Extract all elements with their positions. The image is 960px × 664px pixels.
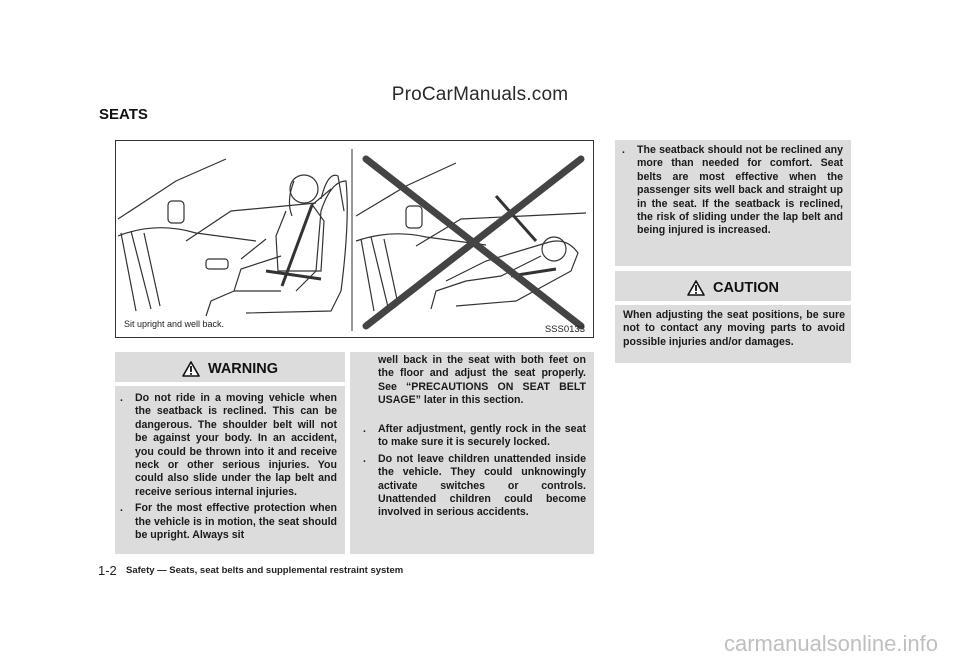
caution-title: CAUTION — [712, 280, 780, 296]
figure-caption: Sit upright and well back. — [124, 319, 225, 329]
warning-list-middle — [358, 423, 586, 523]
warning-item — [115, 392, 337, 499]
warning-item-text: After adjustment, gently rock in the seat to make sure it is securely locked. — [378, 423, 586, 449]
footer-text: Safety — Seats, seat belts and supplemental restraint system — [126, 565, 404, 576]
warning-header-gap — [115, 382, 345, 386]
bullet: . — [120, 502, 123, 515]
warning-item — [358, 453, 586, 520]
caution-header-gap — [615, 301, 851, 305]
seat-illustration — [115, 140, 594, 338]
warning-triangle-icon — [182, 361, 200, 377]
page-number: 1-2 — [98, 563, 117, 578]
bullet: . — [622, 144, 625, 156]
warning-item — [358, 423, 586, 450]
warning-title: WARNING — [207, 361, 279, 377]
figure-code: SSS0133 — [544, 324, 585, 335]
warning-item-text: For the most effective protection when the vehicle is in motion, the seat should be upright. Always sit — [135, 502, 337, 542]
bullet: . — [363, 452, 366, 465]
seat-illustration-drawing — [116, 141, 595, 339]
warning-item — [115, 502, 337, 542]
watermark-top: ProCarManuals.com — [391, 84, 569, 105]
bullet: . — [120, 392, 123, 404]
warning-header — [115, 352, 345, 386]
warning-item-text: The seatback should not be reclined any more than needed for comfort. Seat belts are most effective when the passenger sits well back and straight up in the seat. If the seatback is reclined, the risk of sliding under the lap belt and being injured is increased. — [637, 144, 843, 237]
warning-box-right — [615, 140, 851, 266]
upright-seat-drawing — [118, 159, 347, 316]
warning-box-left — [115, 352, 345, 554]
warning-list-left — [115, 392, 337, 545]
warning-item-text: Do not leave children unattended inside the vehicle. They could unknowingly activate switches or controls. Unattended children could become involved in serious accidents. — [378, 452, 586, 519]
caution-text: When adjusting the seat positions, be sure not to contact any moving parts to avoid possible injuries and/or damages. — [623, 309, 845, 348]
warning-item-text: Do not ride in a moving vehicle when the seatback is reclined. This can be dangerous. The shoulder belt will not be against your body. In an accident, you could be thrown into it and receive neck or other serious injuries. You could also slide under the lap belt and receive serious internal injuries. — [135, 392, 337, 498]
watermark-bottom: carmanualsonline.info — [723, 631, 938, 656]
section-title: SEATS — [99, 106, 148, 123]
warning-continued-text: well back in the seat with both feet on the floor and adjust the seat properly. See “PRECAUTIONS ON SEAT BELT USAGE” later in this section. — [378, 354, 586, 407]
warning-list-right — [617, 144, 843, 241]
caution-header — [615, 271, 851, 305]
warning-triangle-icon — [687, 280, 705, 296]
warning-box-middle — [350, 352, 594, 554]
bullet: . — [363, 423, 366, 435]
caution-box — [615, 271, 851, 363]
warning-item — [617, 144, 843, 238]
